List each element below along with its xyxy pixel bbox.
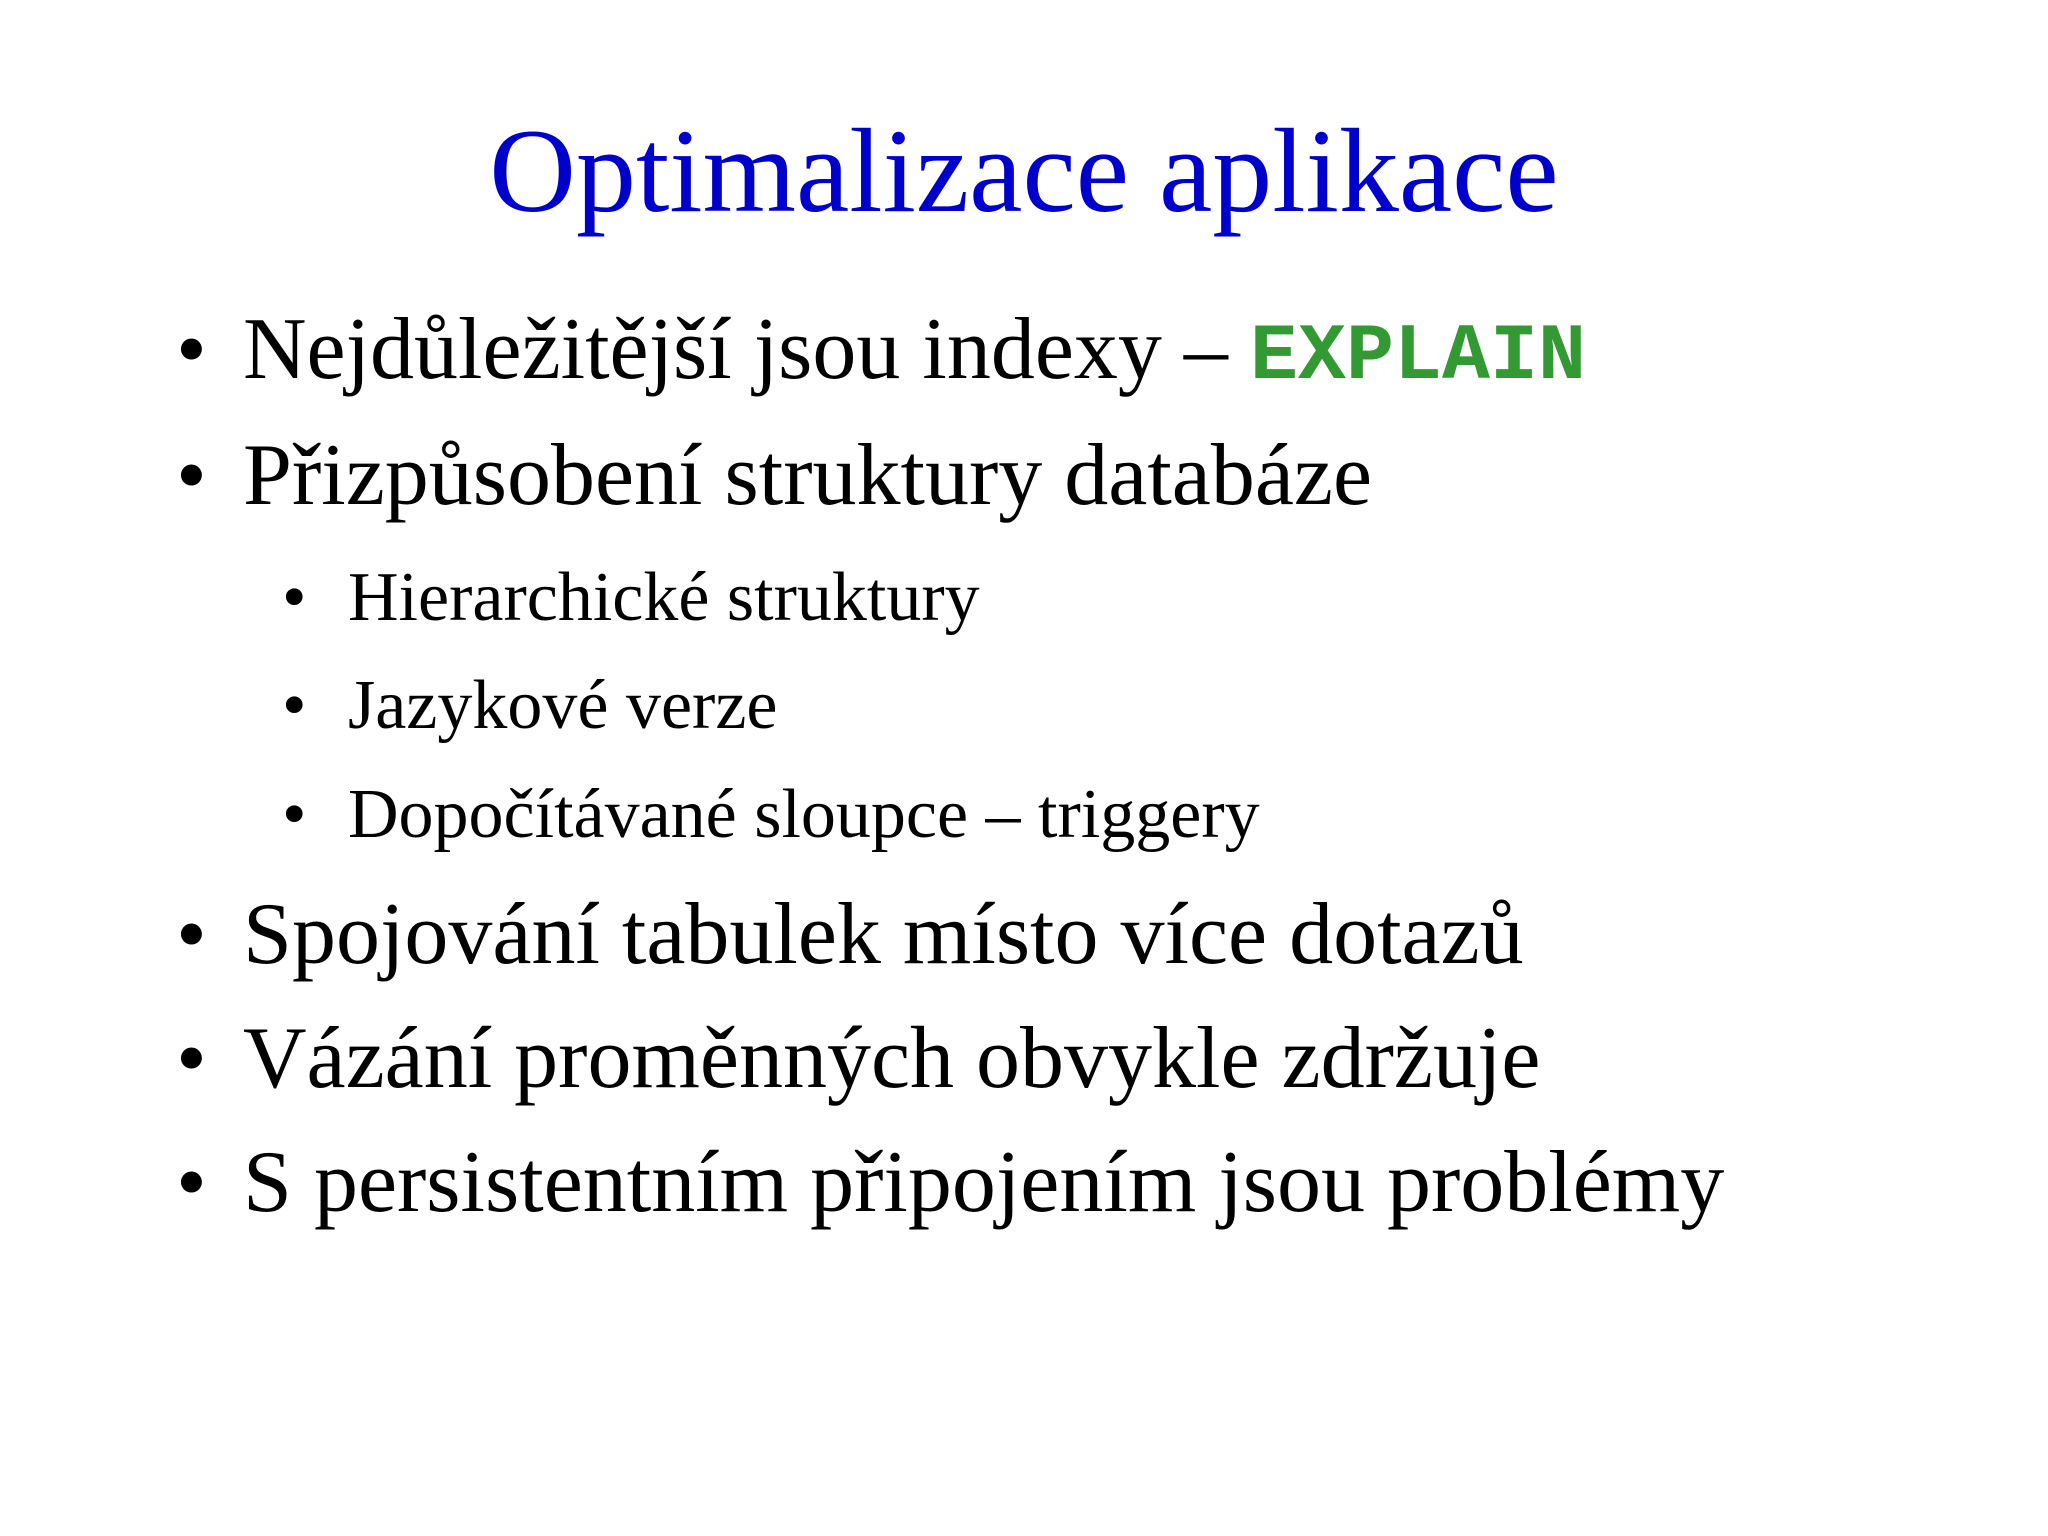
bullet-icon: • bbox=[282, 559, 307, 636]
code-keyword: EXPLAIN bbox=[1249, 312, 1586, 403]
list-item-label: Nejdůležitější jsou indexy – bbox=[243, 301, 1250, 398]
list-item-label: Jazykové verze bbox=[348, 667, 778, 744]
bullet-icon: • bbox=[176, 886, 207, 983]
list-item-label: Přizpůsobení struktury databáze bbox=[243, 427, 1373, 524]
list-item-text bbox=[243, 295, 1586, 413]
bullet-icon: • bbox=[176, 1134, 207, 1231]
bullet-icon: • bbox=[176, 1010, 207, 1107]
bullet-icon: • bbox=[282, 776, 307, 853]
bullet-icon: • bbox=[176, 301, 207, 398]
bullet-icon: • bbox=[282, 667, 307, 744]
slide-title: Optimalizace aplikace bbox=[489, 104, 1559, 237]
list-item-label: S persistentním připojením jsou problémy bbox=[243, 1134, 1725, 1231]
list-item-label: Dopočítávané sloupce – triggery bbox=[348, 776, 1260, 853]
list-item-label: Spojování tabulek místo více dotazů bbox=[243, 886, 1524, 983]
bullet-icon: • bbox=[176, 427, 207, 524]
list-item-label: Vázání proměnných obvykle zdržuje bbox=[243, 1010, 1541, 1107]
list-item-label: Hierarchické struktury bbox=[348, 559, 980, 636]
